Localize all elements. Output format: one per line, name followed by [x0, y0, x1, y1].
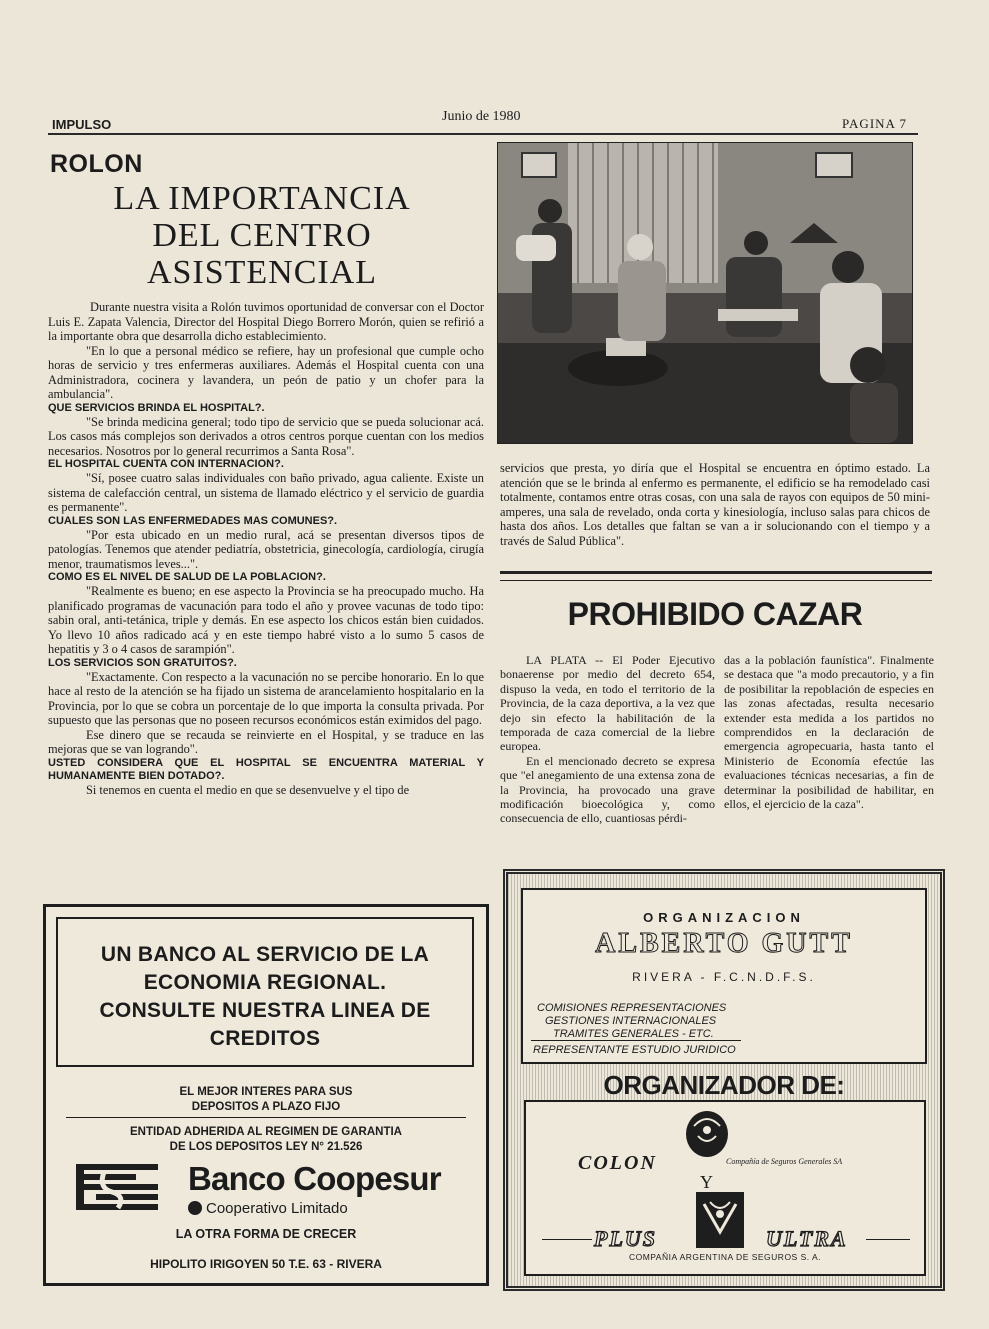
- article-paragraph: "Se brinda medicina general; todo tipo de servicio que se pueda solucionar acá. Los casos más complejos son derivados a otros centros porque cuentan con los medios necesarios. Nosotros por lo general recurrimos a Santa Rosa".: [48, 414, 484, 458]
- bank-interest-text: [46, 1085, 486, 1115]
- organizacion-box: [521, 888, 927, 1064]
- services-list: [537, 1002, 726, 1041]
- article-paragraph: Ese dinero que se recauda se reinvierte en el Hospital, y se traduce en las mejoras que se van logrando".: [48, 727, 484, 756]
- prohibido-column-1: [500, 653, 715, 826]
- interview-question: LOS SERVICIOS SON GRATUITOS?.: [48, 656, 237, 669]
- organizacion-name: ALBERTO GUTT: [595, 928, 853, 959]
- cooperative-icon: [188, 1201, 202, 1215]
- divider: [866, 1239, 910, 1240]
- colon-emblem-icon: [684, 1106, 730, 1158]
- interview-question: EL HOSPITAL CUENTA CON INTERNACION?.: [48, 458, 284, 470]
- article-paragraph: servicios que presta, yo diría que el Hospital se encuentra en óptimo estado. La atención que se le brinda al enfermo es permanente, el edificio se ha remodelado casi totalmente, contamos entre otras cosas, con una sala de rayos con equipos de 50 mini-amperes, una sala de revelado, onda corta y kinesiología, incluso salas para chicos de hasta dos años. Los detalles que faltan se van a ir solucionando con el tiempo y a través de Salud Pública".: [500, 461, 930, 548]
- article-paragraph: "En lo que a personal médico se refiere, hay un profesional que cumple ocho horas de servicio y tres enfermeras auxiliares. Además el Hospital cuenta con una Administradora, cocinera y lavandera, un peón de patio y un chofer para la ambulancia".: [48, 343, 484, 401]
- article-paragraph: Durante nuestra visita a Rolón tuvimos oportunidad de conversar con el Doctor Luis E. Zapata Valencia, Director del Hospital Diego Borrero Morón, quien se refirió a la importante obra que desarrolla dicho establecimiento.: [48, 300, 484, 343]
- organizacion-place: RIVERA - F.C.N.D.F.S.: [632, 970, 816, 984]
- issue-date: Junio de 1980: [442, 109, 521, 124]
- service-item: TRAMITES GENERALES - ETC.: [553, 1028, 714, 1040]
- interview-question: QUE SERVICIOS BRINDA EL HOSPITAL?.: [48, 401, 265, 414]
- service-item: COMISIONES REPRESENTACIONES: [537, 1002, 727, 1014]
- hospital-photo: [497, 142, 913, 444]
- organizer-title: ORGANIZADOR DE:: [603, 1070, 845, 1100]
- article-paragraph: "Exactamente. Con respecto a la vacunación no se percibe honorario. En lo que hace al resto de la atención se ha fijado un sistema de arancelamiento hospitalario en la Provincia, por lo que se cobra un porcentaje de lo que importa la consulta privada. Por supuesto que las personas que no poseen recursos económicos están eximidos del pago.: [48, 669, 484, 727]
- sponsor-plus-ultra-subtitle: COMPAÑIA ARGENTINA DE SEGUROS S. A.: [628, 1252, 822, 1262]
- header-rule: [48, 133, 918, 135]
- article-continuation: [500, 461, 930, 548]
- article-headline: [52, 180, 472, 291]
- prohibido-headline: PROHIBIDO CAZAR: [567, 596, 863, 632]
- interview-question: CUALES SON LAS ENFERMEDADES MAS COMUNES?.: [48, 514, 338, 527]
- bank-headline: [58, 941, 472, 1053]
- representative-text: REPRESENTANTE ESTUDIO JURIDICO: [533, 1044, 736, 1056]
- sponsors-box: [524, 1100, 926, 1276]
- article-paragraph: "Sí, posee cuatro salas individuales con baño privado, agua caliente. Existe un sistema de calefacción central, un sistema de llamado eléctrico y el servicio de guardia es permanente".: [48, 471, 484, 514]
- bank-text-line: DEPOSITOS A PLAZO FIJO: [191, 1101, 341, 1113]
- section-divider: [500, 571, 932, 581]
- article-paragraph: das a la población faunística". Finalmente se destaca que "a modo precautorio, y a fin de posibilitar la repoblación de especies en las zonas afectadas, resulta necesario extender esta medida a los partidos no comprendidos en la declaración de emergencia agropecuaria, hasta tanto el Ministerio de Economía efectúe las evaluaciones técnicas necesarias, a fin de determinar la posibilidad de habilitar, en ellos, el ejercicio de la caza".: [724, 653, 934, 812]
- article-body: [48, 300, 484, 797]
- sponsor-separator: Y: [700, 1172, 713, 1192]
- bank-guarantee-text: [46, 1125, 486, 1155]
- article-paragraph: En el mencionado decreto se expresa que "el anegamiento de una extensa zona de la Provincia, ha provocado una grave modificación bioecológica y, como consecuencia de ello, cuantiosas pérdi-: [500, 753, 715, 826]
- page-number: PAGINA 7: [842, 116, 907, 131]
- sponsor-colon-subtitle: Compañía de Seguros Generales SA: [726, 1157, 843, 1166]
- sponsor-plus: PLUS: [594, 1226, 657, 1251]
- coopesur-logo-icon: [76, 1164, 158, 1216]
- bank-name: Banco Coopesur: [188, 1160, 441, 1197]
- bank-text-line: ENTIDAD ADHERIDA AL REGIMEN DE GARANTIA: [130, 1126, 402, 1138]
- bank-headline-line: ECONOMIA REGIONAL.: [143, 971, 387, 994]
- publication-name: IMPULSO: [52, 117, 112, 132]
- service-item: GESTIONES INTERNACIONALES: [545, 1015, 717, 1027]
- article-kicker: ROLON: [50, 150, 143, 178]
- bank-headline-box: [56, 917, 474, 1067]
- article-paragraph: Si tenemos en cuenta el medio en que se desenvuelve y el tipo de: [86, 782, 410, 797]
- prohibido-column-2: [724, 653, 934, 811]
- organizacion-label: ORGANIZACION: [643, 910, 805, 925]
- bank-divider: [66, 1117, 466, 1118]
- bank-slogan: LA OTRA FORMA DE CRECER: [175, 1227, 357, 1241]
- bank-subtitle-text: Cooperativo Limitado: [206, 1200, 348, 1217]
- article-paragraph: LA PLATA -- El Poder Ejecutivo bonaerense por medio del decreto 654, dispuso la veda, en todo el territorio de la Provincia, de la caza deportiva, a la vez que dejo sin efecto la habilitación de la temporada de caza comercial de la liebre europea.: [500, 653, 715, 754]
- bank-text-line: EL MEJOR INTERES PARA SUS: [179, 1086, 353, 1098]
- headline-line: ASISTENCIAL: [146, 254, 378, 291]
- article-paragraph: "Por esta ubicado en un medio rural, acá se presentan diversos tipos de patologías. Tenemos que atender pediatría, obstetricia, ginecología, cardiología, cirugía menor, traumatismos leves...".: [48, 527, 484, 571]
- headline-line: DEL CENTRO: [152, 217, 372, 254]
- divider: [542, 1239, 592, 1240]
- bank-text-line: DE LOS DEPOSITOS LEY N° 21.526: [169, 1141, 363, 1153]
- divider: [531, 1040, 741, 1041]
- article-paragraph: "Realmente es bueno; en ese aspecto la Provincia se ha preocupado mucho. Ha planificado programas de vacunación para todo el año y provee vacunas de todo tipo: sabin oral, anti-tetánica, triple y demás. En ese aspecto los chicos están bien cuidados. Yo llevo 10 años radicado acá y en este tiempo habré visto a lo sumo 5 casos de hepatitis y 3 o 4 casos de sarampión".: [48, 584, 484, 656]
- plus-ultra-emblem-icon: [696, 1192, 744, 1248]
- headline-line: LA IMPORTANCIA: [113, 180, 411, 217]
- bank-subtitle: [188, 1200, 348, 1217]
- interview-question: COMO ES EL NIVEL DE SALUD DE LA POBLACION?.: [48, 571, 326, 583]
- bank-headline-line: CONSULTE NUESTRA LINEA DE: [99, 999, 431, 1022]
- interview-question: USTED CONSIDERA QUE EL HOSPITAL SE ENCUENTRA MATERIAL Y HUMANAMENTE BIEN DOTADO?.: [48, 756, 484, 782]
- organizacion-advertisement: [503, 869, 945, 1291]
- bank-address: HIPOLITO IRIGOYEN 50 T.E. 63 - RIVERA: [150, 1257, 382, 1271]
- bank-headline-line: UN BANCO AL SERVICIO DE LA: [100, 943, 430, 966]
- bank-advertisement: [43, 904, 489, 1286]
- bank-headline-line: CREDITOS: [209, 1027, 321, 1050]
- sponsor-ultra: ULTRA: [766, 1226, 848, 1251]
- sponsor-colon: COLON: [578, 1152, 657, 1174]
